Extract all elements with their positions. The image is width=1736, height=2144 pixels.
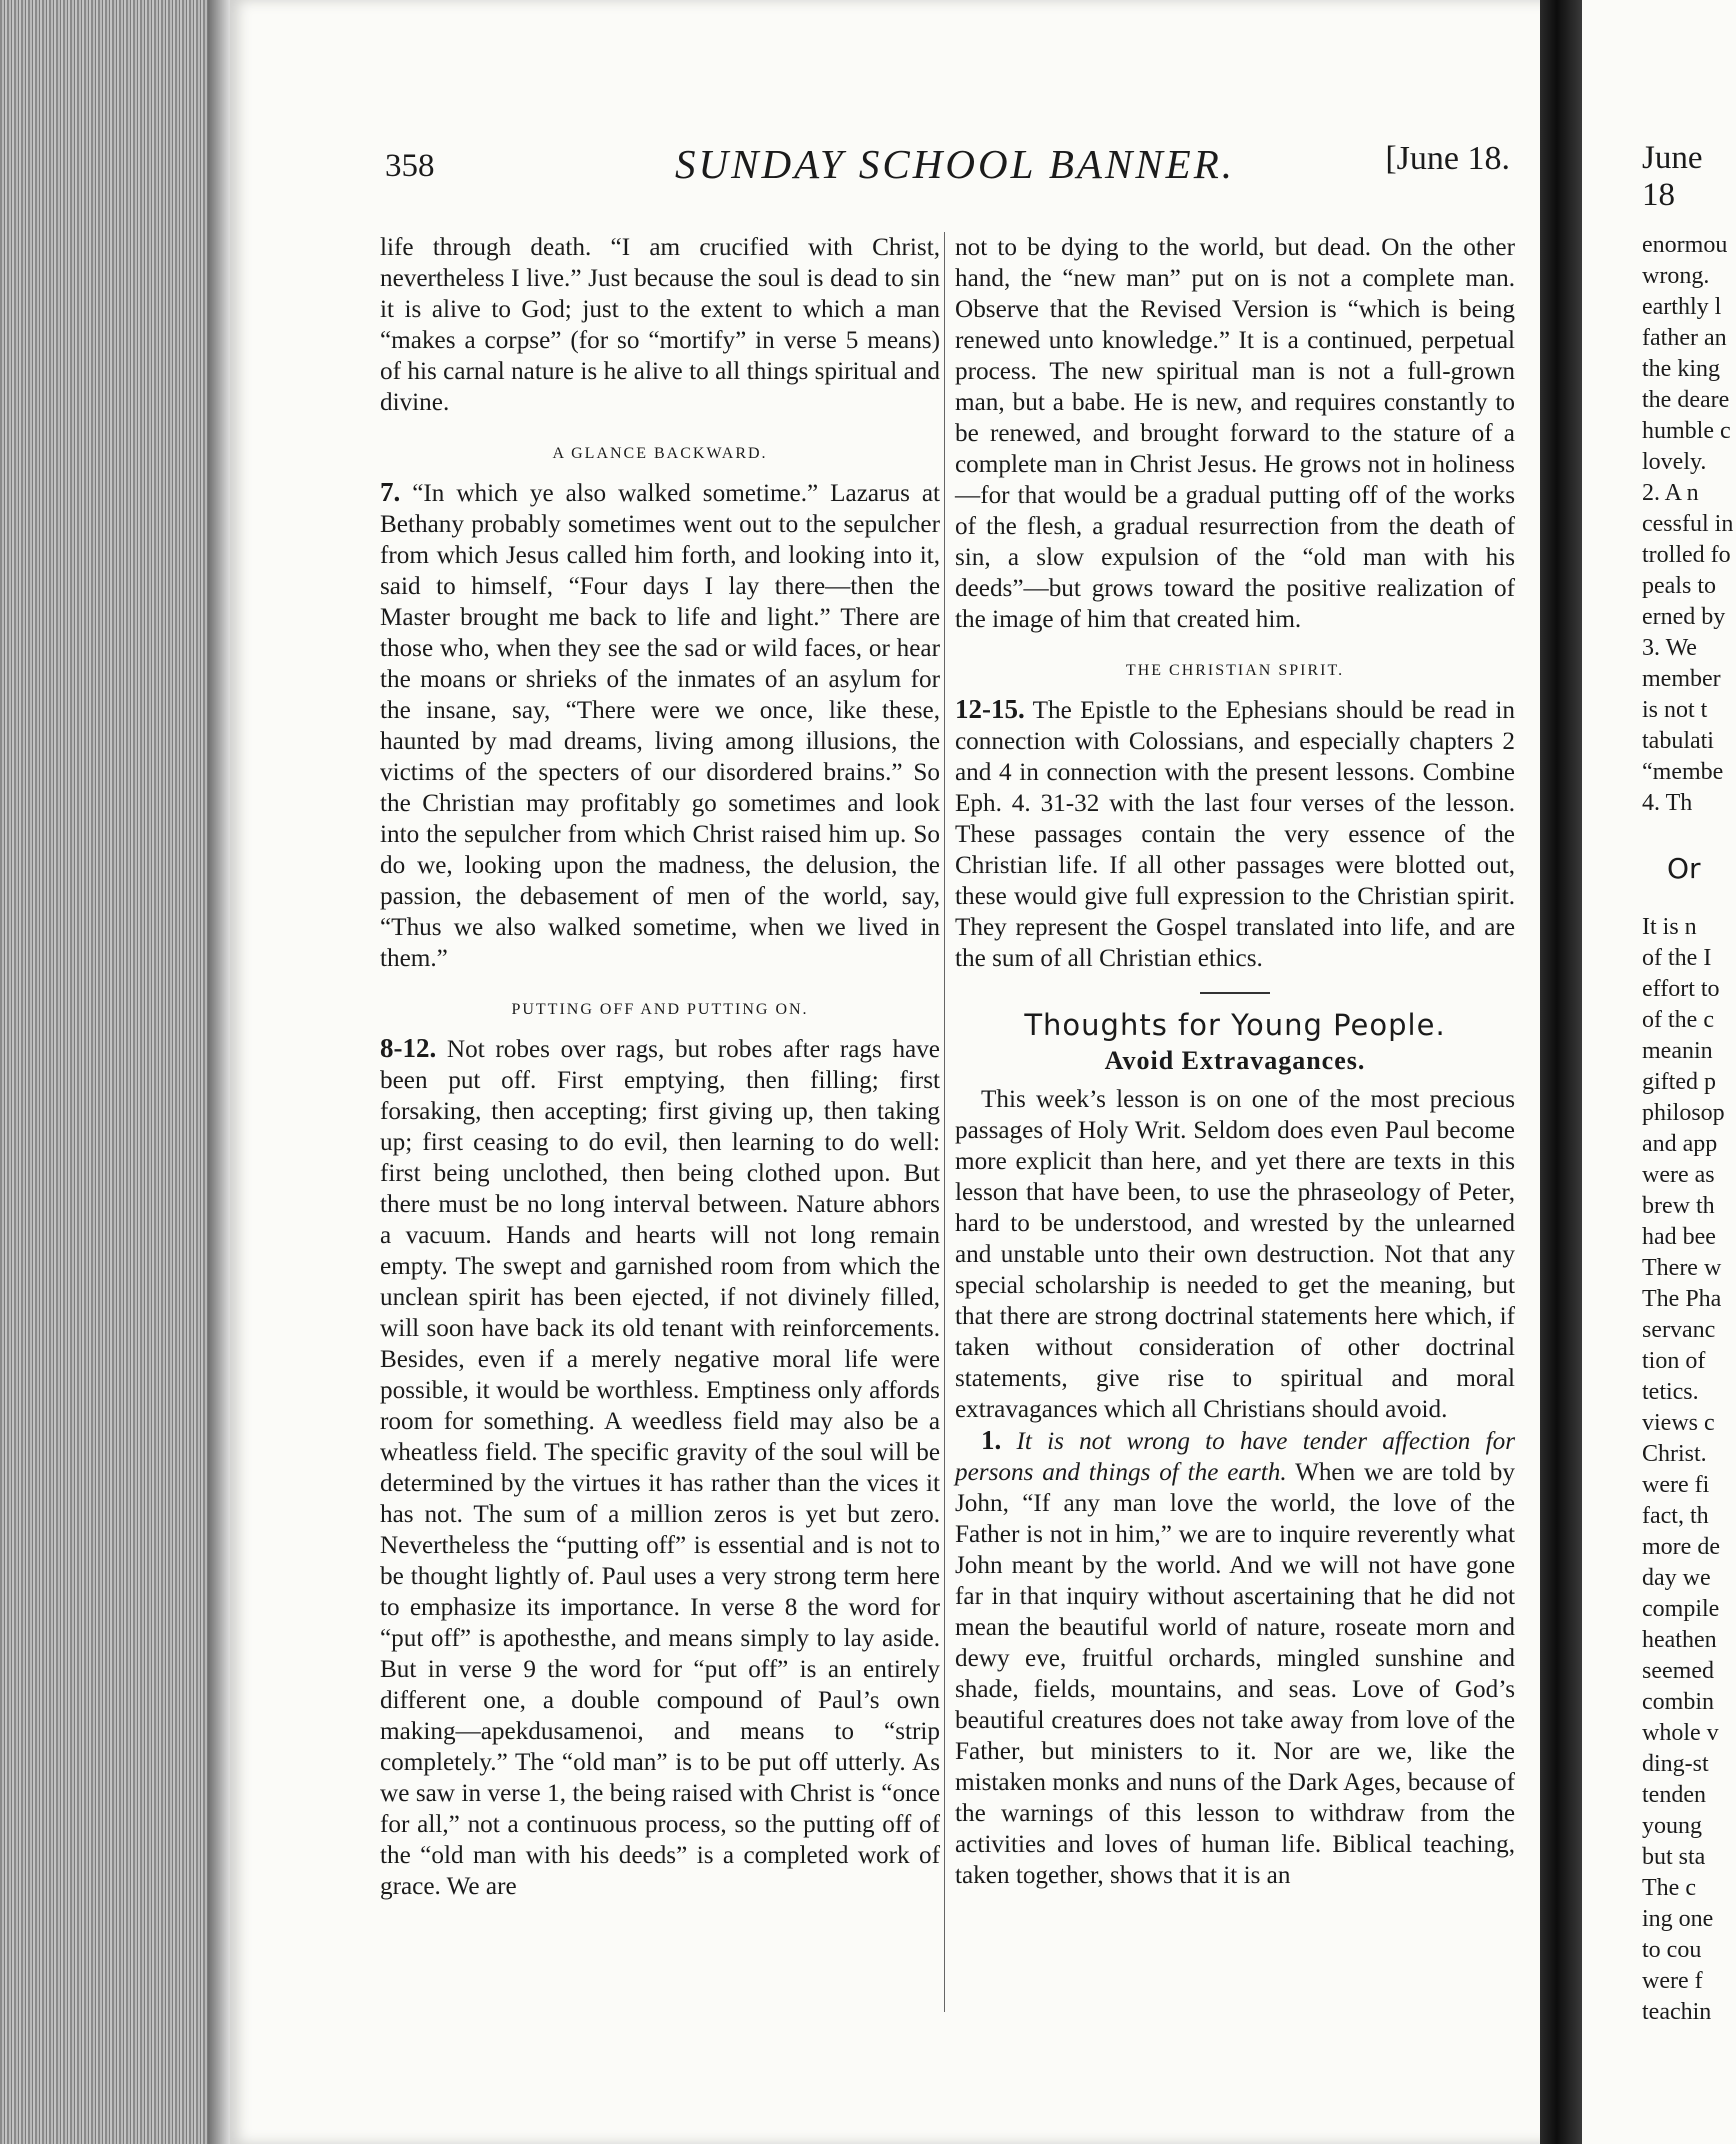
right-page-line: compile — [1642, 1596, 1720, 1622]
point-heading: It is not wrong to have tender affection for persons and things of the earth. — [955, 1428, 1515, 1486]
paragraph-intro: life through death. “I am crucified with Christ, nevertheless I live.” Just because the soul is dead to sin it is alive to God; just to the extent to which a man “makes a corpse” (for so “mortify” in verse 5 means) of his carnal nature is he alive to all things spiritual and divine. — [380, 234, 940, 416]
right-page-line: There w — [1642, 1255, 1722, 1281]
section-heading: THE CHRISTIAN SPIRIT. — [1125, 662, 1345, 679]
right-page-line: heathen — [1642, 1627, 1717, 1653]
right-page-line: “membe — [1642, 759, 1724, 785]
right-page-line: 4. Th — [1642, 790, 1693, 816]
right-page-fragment — [1582, 0, 1736, 2144]
right-page-line: had bee — [1642, 1224, 1716, 1250]
verse-text: The Epistle to the Ephesians should be read in connection with Colossians, and especially chapters 2 and 4 in connection with the present lessons. Combine Eph. 4. 31-32 with the last four verses of the lesson. These passages contain the very essence of the Christian life. If all other passages were blotted out, these would give full expression to the Christian spirit. They represent the Gospel translated into life, and are the sum of all Christian ethics. — [955, 697, 1516, 972]
right-page-line: wrong. — [1642, 263, 1710, 289]
left-column — [380, 232, 940, 1902]
right-page-line: whole v — [1642, 1720, 1719, 1746]
right-page-line: earthly l — [1642, 294, 1722, 320]
right-page-line: of the I — [1642, 945, 1712, 971]
verse-text: “In which ye also walked sometime.” Lazarus at Bethany probably sometimes went out to the sepulcher from which Jesus called him forth, and looking into it, said to himself, “Four days I lay there—then the Master brought me back to life and light.” There are those who, when they see the sad or wild faces, or hear the moans or shrieks of the inmates of an asylum for the insane, say, “There were we once, like these, haunted by mad dreams, living among illusions, the victims of the specters of our disordered brains.” So the Christian may profitably go sometimes and look into the sepulcher from which Christ raised him up. So do we, looking upon the madness, the delusion, the passion, the debasement of men of the world, say, “Thus we also walked sometime, when we lived in them.” — [380, 480, 941, 972]
running-title: SUNDAY SCHOOL BANNER. — [675, 141, 1236, 187]
right-page-line: servanc — [1642, 1317, 1716, 1343]
paragraph-continued: not to be dying to the world, but dead. On the other hand, the “new man” put on is not a complete man. Observe that the Revised Version is “which is being renewed unto knowledge.” It is a continued, perpetual process. The new spiritual man is not a full-grown man, but a babe. He is new, and requires constantly to be renewed, and brought forward to the stature of a complete man in Christ Jesus. He grows not in holiness—for that would be a gradual putting off of the works of the flesh, a gradual resurrection from the death of sin, a slow expulsion of the “old man with his deeds”—but grows toward the positive realization of the image of him that created him. — [955, 234, 1515, 633]
right-page-line: day we — [1642, 1565, 1711, 1591]
right-page-line: father an — [1642, 325, 1727, 351]
article-title: Thoughts for Young People. — [1024, 1008, 1446, 1042]
right-page-line: more de — [1642, 1534, 1720, 1560]
right-page-line: were as — [1642, 1162, 1715, 1188]
right-page-line: member — [1642, 666, 1721, 692]
right-page-line: ing one — [1642, 1906, 1714, 1932]
right-page-line: meanin — [1642, 1038, 1713, 1064]
right-page-line: seemed — [1642, 1658, 1714, 1684]
section-heading: A GLANCE BACKWARD. — [552, 445, 768, 462]
right-page-line: teachin — [1642, 1999, 1712, 2025]
verse-text: Not robes over rags, but robes after rags have been put off. First emptying, then filling; first forsaking, then accepting; first giving up, then taking up; first ceasing to do evil, then learning to do well: first being unclothed, then being clothed upon. But there must be no long interval between. Nature abhors a vacuum. Hands and hearts will not long remain empty. The swept and garnished room from which the unclean spirit has been ejected, if not divinely filled, will soon have back its old tenant with reinforcements. Besides, even if a merely negative moral life were possible, it would be worthless. Emptiness only affords room for something. A weedless field may also be a wheatless field. The specific gravity of the soul will be determined by the virtues it has rather than the vices it has not. The sum of a million zeros is yet but zero. Nevertheless the “putting off” is essential and is not to be thought lightly of. Paul uses a very strong term here to emphasize its importance. In verse 8 the word for “put off” is apothesthe, and means simply to lay aside. But in verse 9 the word for “put off” is an entirely different one, a double compound of Paul’s own making—apekdusamenoi, and means to “strip completely.” The “old man” is to be put off utterly. As we saw in verse 1, the being raised with Christ is “once for all,” not a continuous process, so the putting off of the “old man with his deeds” is a completed work of grace. We are — [380, 1036, 940, 1900]
article-paragraph: This week’s lesson is on one of the most precious passages of Holy Writ. Seldom does even Paul become more explicit than here, and yet there are texts in this lesson that have been, to use the phraseology of Peter, hard to be understood, and wrested by the unlearned and unstable unto their own destruction. Not that any special scholarship is needed to get the meaning, but that there are strong doctrinal statements here which, if taken without consideration of other doctrinal statements, give rise to spiritual and moral extravagances which all Christians should avoid. — [955, 1086, 1515, 1423]
right-page-line: gifted p — [1642, 1069, 1716, 1095]
right-page-line: but sta — [1642, 1844, 1706, 1870]
section-rule — [1200, 992, 1270, 994]
right-page-line: peals to — [1642, 573, 1716, 599]
right-page-line: and app — [1642, 1131, 1718, 1157]
verse-number: 12-15. — [955, 694, 1025, 724]
verse-number: 7. — [380, 477, 401, 507]
right-page-line: trolled fo — [1642, 542, 1731, 568]
middle-column — [955, 232, 1515, 1891]
right-page-line: tenden — [1642, 1782, 1706, 1808]
right-page-line: were f — [1642, 1968, 1703, 1994]
right-page-line: is not t — [1642, 697, 1708, 723]
right-page-line: the king — [1642, 356, 1720, 382]
right-page-line: The c — [1642, 1875, 1696, 1901]
right-page-line: combin — [1642, 1689, 1714, 1715]
right-page-line: It is n — [1642, 914, 1697, 940]
right-page-line: 2. A n — [1642, 480, 1699, 506]
right-page-line: philosop — [1642, 1100, 1725, 1126]
paragraph-verse-12-15 — [955, 694, 1515, 974]
point-number: 1. — [981, 1425, 1002, 1455]
book-page-edges — [0, 0, 230, 2144]
point-text: When we are told by John, “If any man love the world, the love of the Father is not in him,” we are to inquire reverently what John meant by the world. And we will not have gone far in that inquiry without ascertaining that he did not mean the beautiful world of nature, roseate morn and dewy eve, fruitful orchards, mingled sunshine and shade, fields, mountains, and seas. Love of God’s beautiful creatures does not take away from love of the Father, but ministers to it. Nor are we, like the mistaken monks and nuns of the Dark Ages, because of the warnings of this lesson to withdraw from the activities and loves of human life. Biblical teaching, taken together, shows that it is an — [955, 1459, 1515, 1889]
article-subtitle: Avoid Extravagances. — [1104, 1046, 1366, 1075]
book-spine — [1540, 0, 1582, 2144]
issue-date: [June 18. — [1385, 140, 1510, 177]
section-heading: PUTTING OFF AND PUTTING ON. — [511, 1001, 809, 1018]
right-page-line: young — [1642, 1813, 1702, 1839]
paragraph-verse-8-12 — [380, 1033, 940, 1902]
article-point-1 — [955, 1425, 1515, 1891]
right-page-line: cessful in — [1642, 511, 1734, 537]
page-number: 358 — [385, 148, 435, 184]
right-page-line: effort to — [1642, 976, 1720, 1002]
right-page-line: 3. We — [1642, 635, 1697, 661]
right-page-line: Christ. — [1642, 1441, 1707, 1467]
right-page-line: views c — [1642, 1410, 1715, 1436]
right-page-line: to cou — [1642, 1937, 1702, 1963]
right-page-line: lovely. — [1642, 449, 1707, 475]
right-page-line: tabulati — [1642, 728, 1714, 754]
column-divider — [944, 232, 945, 2012]
right-page-header: June 18 — [1642, 140, 1703, 213]
right-page-line: the deare — [1642, 387, 1730, 413]
right-page-line: were fi — [1642, 1472, 1710, 1498]
paragraph-verse-7 — [380, 477, 940, 974]
right-page-line: ding-st — [1642, 1751, 1709, 1777]
right-page-line: enormou — [1642, 232, 1728, 258]
right-page-line: brew th — [1642, 1193, 1715, 1219]
right-page-line: Or — [1667, 852, 1701, 885]
right-page-line: The Pha — [1642, 1286, 1722, 1312]
page-header — [385, 140, 1510, 190]
right-page-line: humble c — [1642, 418, 1731, 444]
right-page-line: of the c — [1642, 1007, 1714, 1033]
verse-number: 8-12. — [380, 1033, 437, 1063]
right-page-line: tetics. — [1642, 1379, 1699, 1405]
right-page-line: tion of — [1642, 1348, 1706, 1374]
right-page-line: erned by — [1642, 604, 1726, 630]
right-page-line: fact, th — [1642, 1503, 1709, 1529]
